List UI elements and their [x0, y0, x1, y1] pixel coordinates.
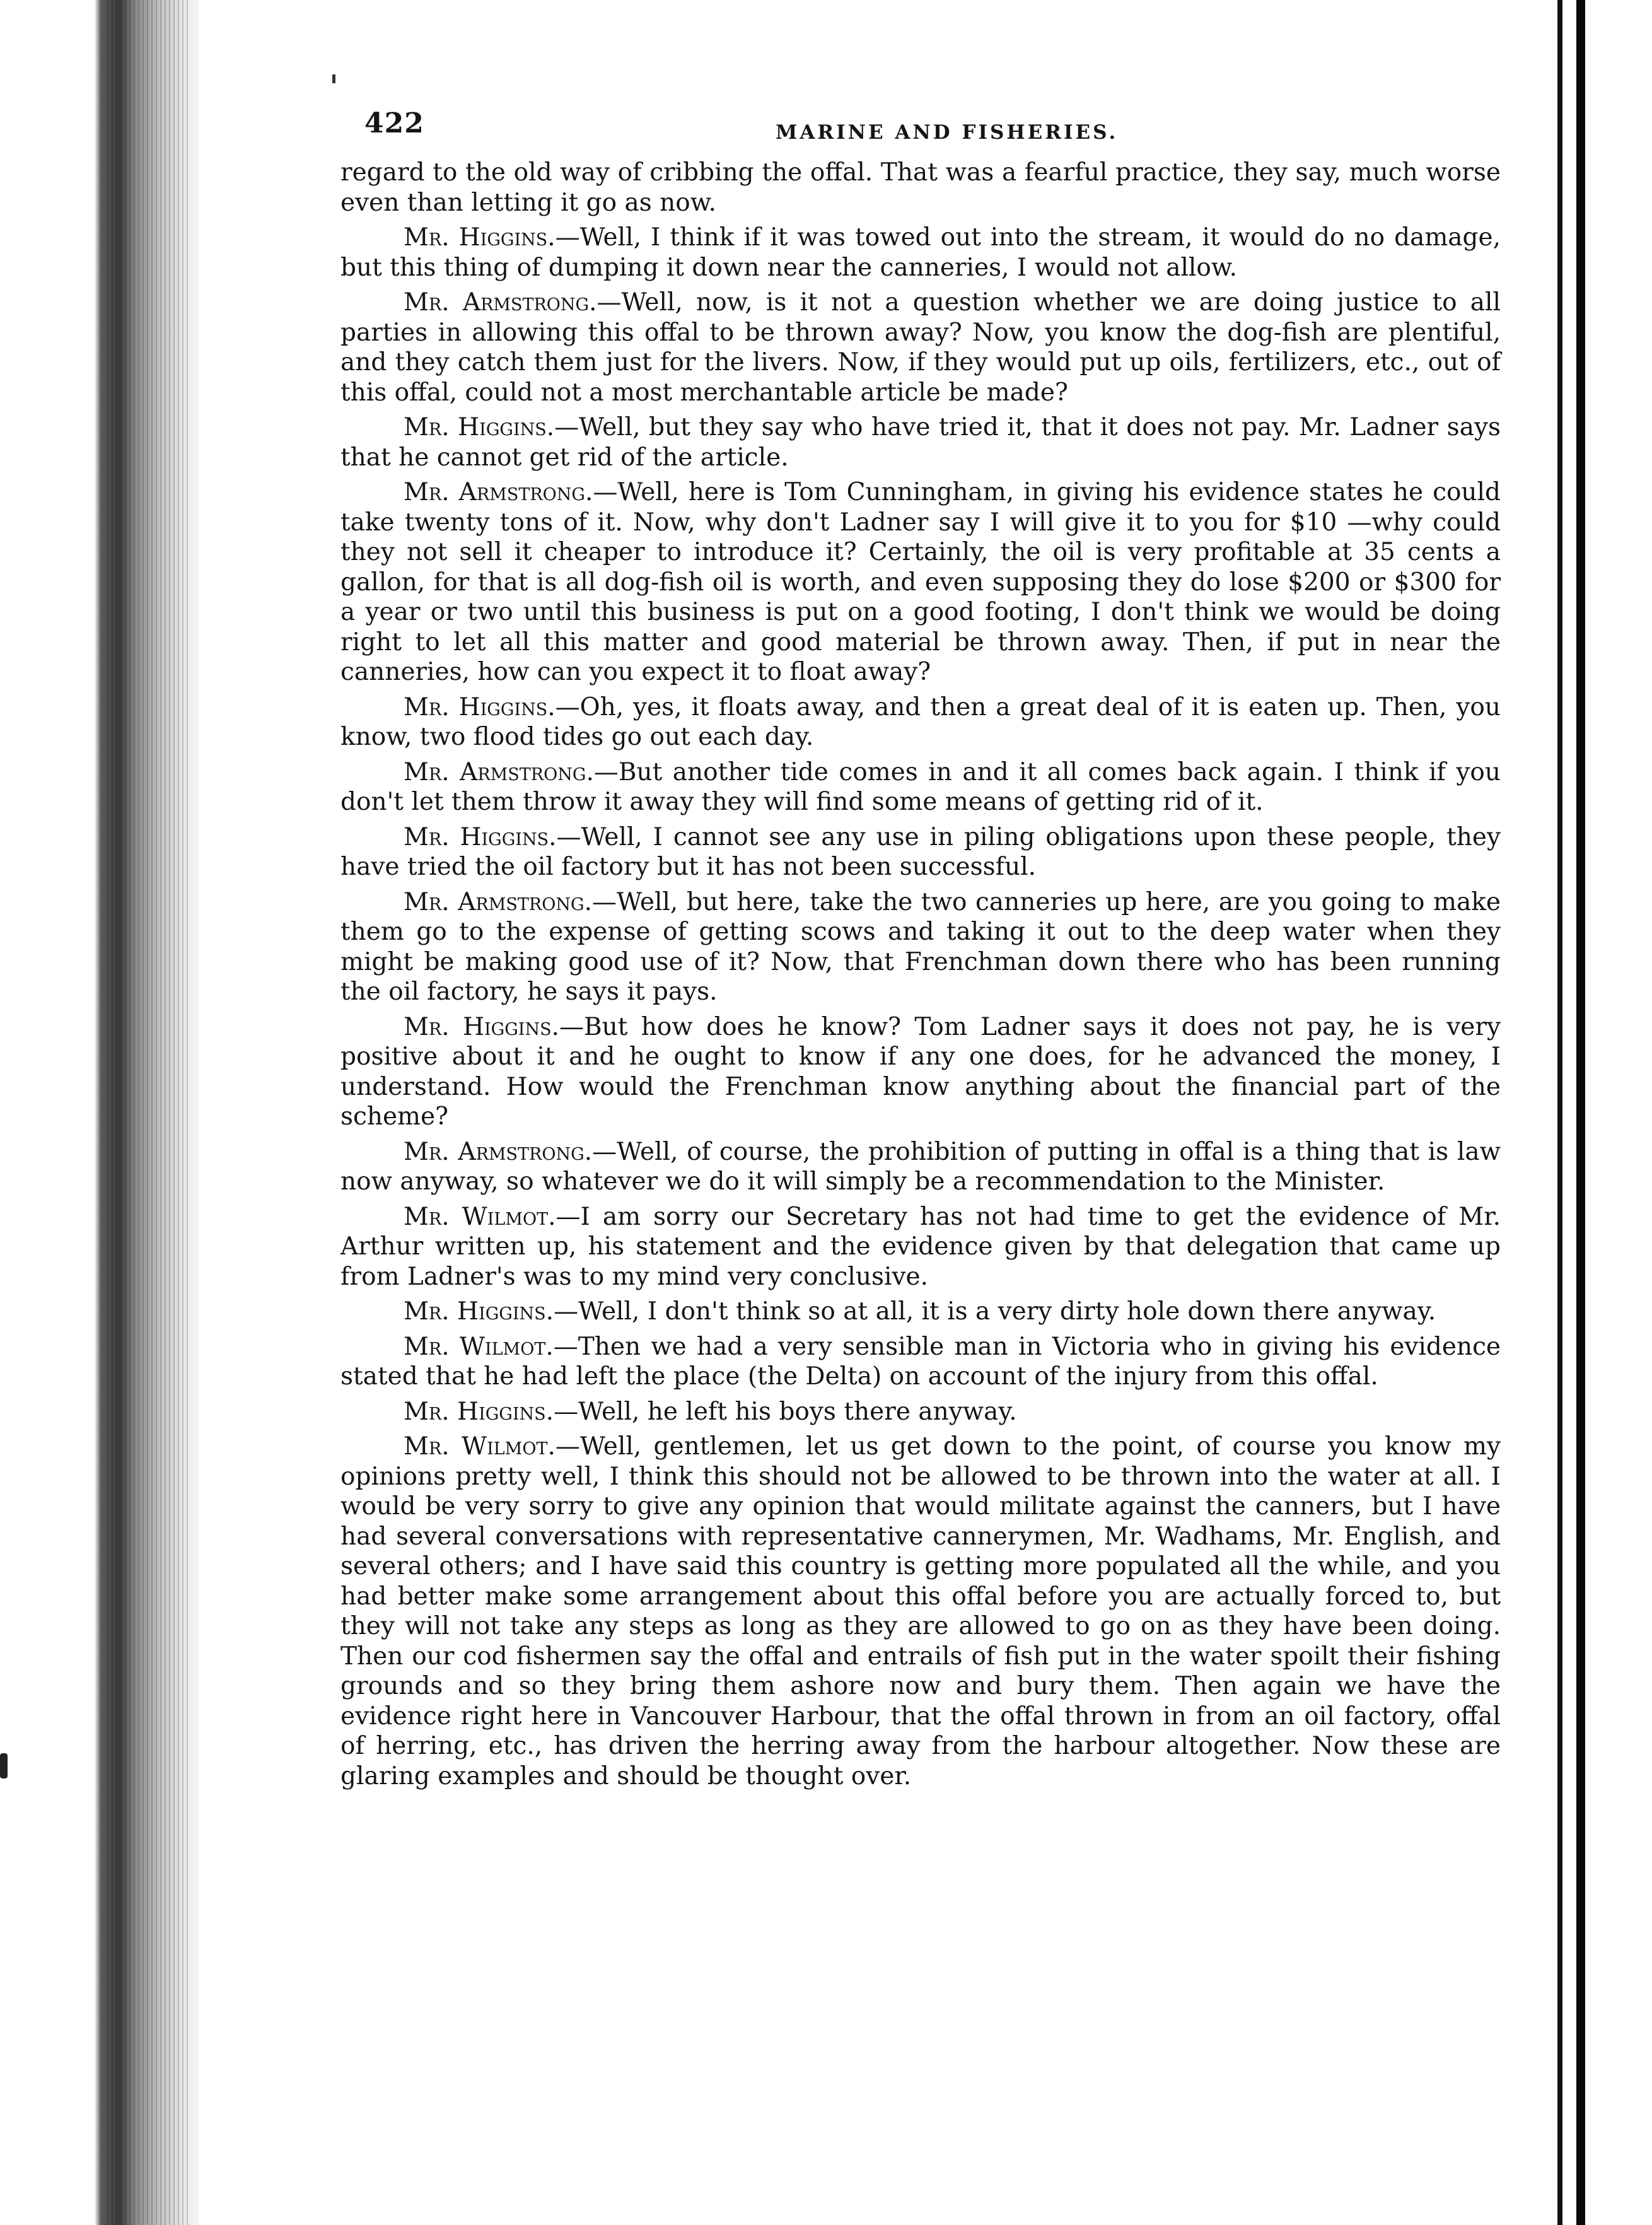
speaker-name: Mr. Armstrong.	[404, 478, 593, 506]
paragraph-text: —Then we had a very sensible man in Victoria who in giving his evidence stated that he had left the place (the Delta) on account of the injury from this offal.	[340, 1332, 1501, 1391]
speaker-name: Mr. Armstrong.	[404, 757, 594, 786]
paragraph-text: —Well, but they say who have tried it, that it does not pay. Mr. Ladner says that he cannot get rid of the article.	[340, 413, 1501, 472]
scan-artifact	[0, 1753, 8, 1778]
paragraph	[340, 412, 1501, 472]
paragraph	[340, 1332, 1501, 1392]
paragraph	[340, 1202, 1501, 1292]
speaker-name: Mr. Higgins.	[404, 692, 556, 721]
paragraph	[340, 1012, 1501, 1132]
paragraph-text: —Well, but here, take the two canneries up here, are you going to make them go to the expense of getting scows and taking it out to the deep water when they might be making good use of it? Now, that Frenchman down there who has been running the oil factory, he says it pays.	[340, 887, 1501, 1006]
speaker-name: Mr. Higgins.	[404, 822, 557, 851]
speaker-name: Mr. Wilmot.	[404, 1432, 556, 1461]
paragraph	[340, 887, 1501, 1007]
body-text	[340, 158, 1501, 1791]
right-margin-rule	[1557, 0, 1562, 2225]
paragraph-text: —But how does he know? Tom Ladner says it does not pay, he is very positive about it and he ought to know if any one does, for he advanced the money, I understand. How would the Frenchman know anything about the financial part of the scheme?	[340, 1012, 1501, 1131]
speaker-name: Mr. Armstrong.	[404, 288, 597, 317]
paragraph	[340, 223, 1501, 283]
paragraph-text: —Well, gentlemen, let us get down to the point, of course you know my opinions pretty well, I think this should not be allowed to be thrown into the water at all. I would be very sorry to give any opinion that would militate against the canners, but I have had several conversations with representative cannerymen, Mr. Wadhams, Mr. English, and several others; and I have said this country is getting more populated all the while, and you had better make some arrangement about this offal before you are actually forced to, but they will not take any steps as long as they are allowed to go on as they have been doing. Then our cod fishermen say the offal and entrails of fish put in the water spoilt their fishing grounds and so they bring them ashore now and bury them. Then again we have the evidence right here in Vancouver Harbour, that the offal thrown in from an oil factory, offal of herring, etc., has driven the herring away from the harbour altogether. Now these are glaring examples and should be thought over.	[340, 1432, 1501, 1790]
page-number: 422	[364, 107, 424, 139]
speaker-name: Mr. Wilmot.	[404, 1202, 556, 1231]
paragraph	[340, 822, 1501, 882]
speaker-name: Mr. Armstrong.	[404, 1137, 593, 1166]
speaker-name: Mr. Higgins.	[404, 223, 556, 252]
paragraph	[340, 1397, 1501, 1427]
paragraph	[340, 1297, 1501, 1327]
document-page	[340, 107, 1501, 2024]
paragraph	[340, 692, 1501, 752]
speaker-name: Mr. Armstrong.	[404, 887, 592, 916]
paragraph-text: —But another tide comes in and it all comes back again. I think if you don't let them throw it away they will find some means of getting rid of it.	[340, 757, 1501, 816]
paragraph	[340, 158, 1501, 218]
page-edges	[107, 0, 189, 2225]
paragraph-text: —Oh, yes, it floats away, and then a great deal of it is eaten up. Then, you know, two flood tides go out each day.	[340, 692, 1501, 751]
paragraph-text: —Well, I think if it was towed out into the stream, it would do no damage, but this thing of dumping it down near the canneries, I would not allow.	[340, 223, 1501, 282]
speaker-name: Mr. Wilmot.	[404, 1332, 554, 1361]
paragraph	[340, 1137, 1501, 1197]
paragraph	[340, 288, 1501, 407]
running-head	[340, 107, 1501, 158]
paragraph-text: —Well, of course, the prohibition of putting in offal is a thing that is law now anyway, so whatever we do it will simply be a recommendation to the Minister.	[340, 1137, 1501, 1196]
paragraph	[340, 477, 1501, 687]
right-scan-border	[1576, 0, 1585, 2225]
speaker-name: Mr. Higgins.	[404, 1297, 554, 1326]
scan-artifact-dot	[332, 74, 335, 83]
paragraph-text: —Well, I don't think so at all, it is a very dirty hole down there anyway.	[554, 1297, 1436, 1326]
paragraph-text: —I am sorry our Secretary has not had time to get the evidence of Mr. Arthur written up, his statement and the evidence given by that delegation that came up from Ladner's was to my mind very conclusive.	[340, 1202, 1501, 1291]
speaker-name: Mr. Higgins.	[404, 1012, 559, 1041]
paragraph	[340, 1432, 1501, 1791]
paragraph	[340, 757, 1501, 817]
running-head-title: MARINE AND FISHERIES.	[776, 121, 1119, 144]
paragraph-text: regard to the old way of cribbing the offal. That was a fearful practice, they say, much worse even than letting it go as now.	[340, 158, 1501, 217]
paragraph-text: —Well, now, is it not a question whether we are doing justice to all parties in allowing this offal to be thrown away? Now, you know the dog-fish are plentiful, and they catch them just for the livers. Now, if they would put up oils, fertilizers, etc., out of this offal, could not a most merchantable article be made?	[340, 288, 1501, 407]
paragraph-text: —Well, I cannot see any use in piling obligations upon these people, they have tried the oil factory but it has not been successful.	[340, 822, 1501, 881]
speaker-name: Mr. Higgins.	[404, 1397, 554, 1426]
paragraph-text: —Well, he left his boys there anyway.	[554, 1397, 1017, 1426]
speaker-name: Mr. Higgins.	[404, 413, 555, 441]
paragraph-text: —Well, here is Tom Cunningham, in giving his evidence states he could take twenty tons of it. Now, why don't Ladner say I will give it to you for $10 —why could they not sell it cheaper to introduce it? Certainly, the oil is very profitable at 35 cents a gallon, for that is all dog-fish oil is worth, and even supposing they do lose $200 or $300 for a year or two until this business is put on a good footing, I don't think we would be doing right to let all this matter and good material be thrown away. Then, if put in near the canneries, how can you expect it to float away?	[340, 478, 1501, 686]
